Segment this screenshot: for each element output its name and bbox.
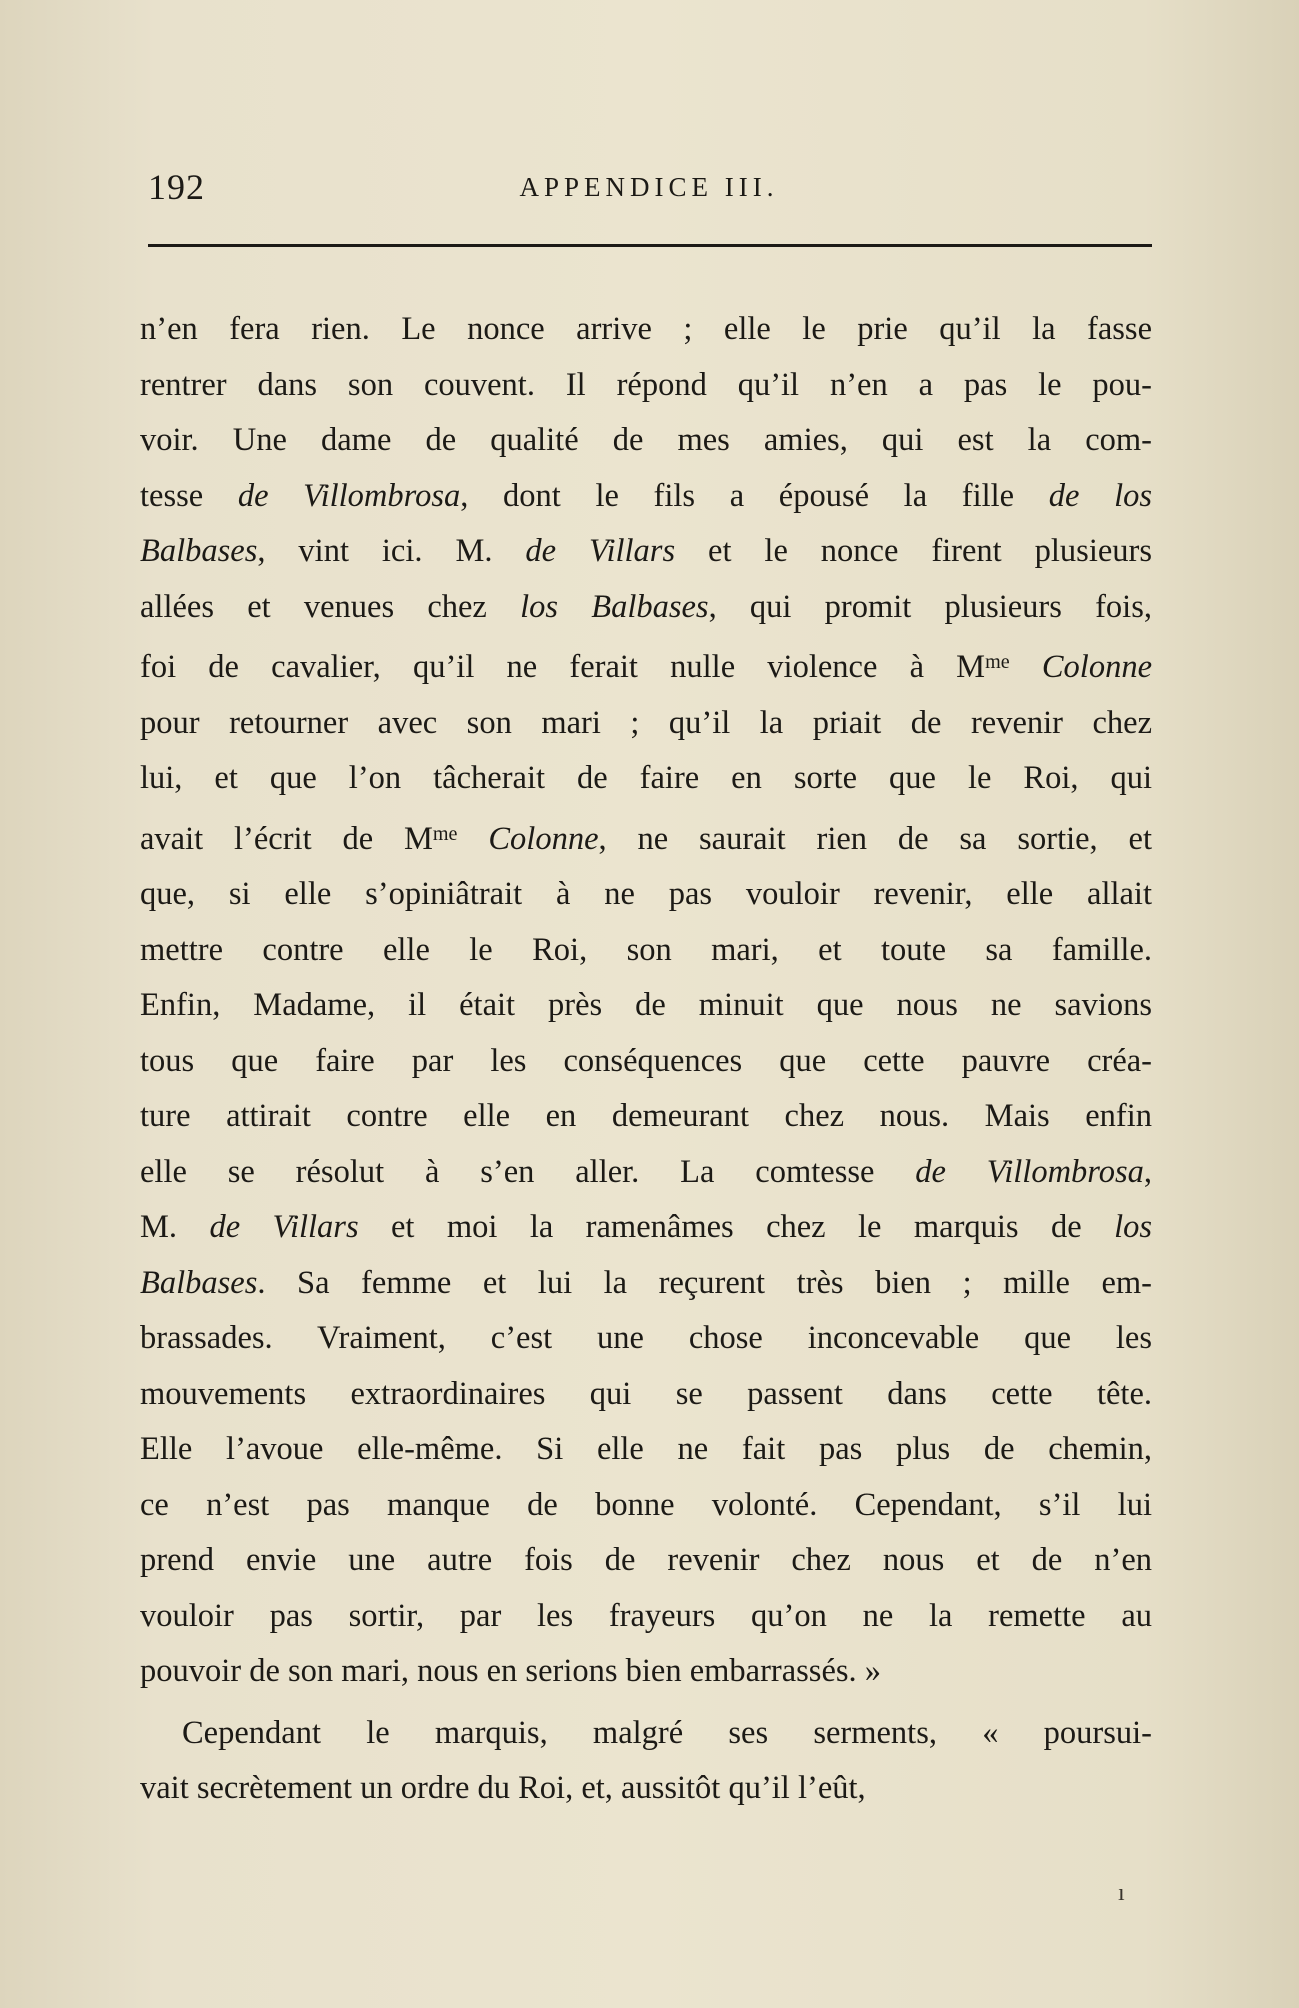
italic-name: de Villars — [209, 1209, 359, 1246]
text-line — [140, 1089, 1152, 1145]
text-line — [140, 1367, 1152, 1423]
page-number: 192 — [148, 167, 205, 207]
text-segment: Cependant le marquis, malgré ses serments, « poursui- — [182, 1714, 1152, 1751]
text-line — [140, 1533, 1152, 1589]
text-line — [140, 1200, 1152, 1256]
text-segment: rentrer dans son couvent. Il répond qu’il n’en a pas le pou- — [140, 366, 1152, 403]
text-line — [140, 358, 1152, 414]
text-segment: ce n’est pas manque de bonne volonté. Cependant, s’il lui — [140, 1486, 1152, 1523]
text-line — [140, 1478, 1152, 1534]
text-segment: ture attirait contre elle en demeurant chez nous. Mais enfin — [140, 1098, 1152, 1135]
text-line — [140, 1422, 1152, 1478]
stray-mark: ı — [1118, 1880, 1125, 1906]
text-line — [140, 1761, 1152, 1817]
text-segment: avait l’écrit de M — [140, 820, 433, 857]
superscript: me — [985, 651, 1010, 673]
text-line — [140, 807, 1152, 868]
text-line — [140, 1256, 1152, 1312]
italic-name: Balbases — [140, 533, 258, 569]
italic-name: de Villombrosa — [237, 477, 461, 514]
text-segment: et le nonce firent plusieurs — [675, 533, 1152, 569]
italic-name: Colonne — [1041, 649, 1153, 686]
text-segment: Elle l’avoue elle-même. Si elle ne fait pas plus de chemin, — [140, 1431, 1152, 1468]
text-line — [140, 580, 1152, 636]
text-line — [140, 302, 1152, 358]
text-segment: , qui promit plusieurs fois, — [708, 588, 1152, 625]
text-segment: . Sa femme et lui la reçurent très bien ; mille em- — [257, 1264, 1152, 1301]
text-segment: lui, et que l’on tâcherait de faire en sorte que le Roi, qui — [140, 760, 1152, 797]
text-segment: brassades. Vraiment, c’est une chose inconcevable que les — [140, 1320, 1152, 1357]
text-segment — [1010, 649, 1042, 685]
text-line — [140, 1706, 1152, 1762]
text-line — [140, 1589, 1152, 1645]
text-segment: , — [1143, 1153, 1153, 1190]
text-line — [140, 1034, 1152, 1090]
italic-name: Balbases — [140, 1264, 258, 1301]
text-segment: vouloir pas sortir, par les frayeurs qu’on ne la remette au — [140, 1597, 1152, 1634]
superscript: me — [432, 822, 458, 845]
text-segment: Enfin, Madame, il était près de minuit que nous ne savions — [140, 987, 1152, 1024]
italic-name: de Villars — [525, 533, 676, 569]
text-segment: pouvoir de son mari, nous en serions bien embarrassés. » — [140, 1653, 882, 1690]
text-segment: vait secrètement un ordre du Roi, et, aussitôt qu’il l’eût, — [140, 1770, 866, 1807]
text-segment: allées et venues chez — [140, 588, 521, 625]
running-head: APPENDICE III. — [519, 172, 779, 202]
text-line — [140, 635, 1152, 696]
text-segment: n’en fera rien. Le nonce arrive ; elle le prie qu’il la fasse — [140, 311, 1152, 347]
text-segment: prend envie une autre fois de revenir chez nous et de n’en — [140, 1542, 1152, 1579]
text-segment: foi de cavalier, qu’il ne ferait nulle violence à M — [140, 649, 986, 686]
text-line — [140, 413, 1152, 469]
text-segment: mouvements extraordinaires qui se passent dans cette tête. — [140, 1375, 1152, 1412]
text-line — [140, 751, 1152, 807]
text-segment: pour retourner avec son mari ; qu’il la priait de revenir chez — [140, 704, 1152, 741]
text-segment: mettre contre elle le Roi, son mari, et toute sa famille. — [140, 931, 1152, 968]
body-text — [140, 302, 1152, 1817]
italic-name: de los — [1048, 477, 1153, 514]
text-line — [140, 1145, 1152, 1201]
text-line — [140, 978, 1152, 1034]
italic-name: Colonne — [488, 820, 599, 857]
text-segment: M. — [140, 1209, 210, 1246]
text-segment: , ne saurait rien de sa sortie, et — [598, 820, 1152, 857]
italic-name: de Villombrosa — [915, 1153, 1144, 1190]
text-line — [140, 923, 1152, 979]
header-rule — [148, 244, 1152, 247]
text-line — [140, 1644, 1152, 1700]
text-segment: tesse — [140, 477, 238, 514]
text-segment: , dont le fils a épousé la fille — [460, 477, 1049, 514]
text-line — [140, 867, 1152, 923]
text-segment: que, si elle s’opiniâtrait à ne pas vouloir revenir, elle allait — [140, 876, 1152, 913]
text-line — [140, 1311, 1152, 1367]
text-line — [140, 696, 1152, 752]
text-segment — [458, 821, 489, 857]
italic-name: los Balbases — [520, 588, 709, 625]
text-segment: elle se résolut à s’en aller. La comtesse — [140, 1153, 916, 1190]
page-header — [148, 166, 1150, 216]
text-line — [140, 524, 1152, 580]
text-segment: , vint ici. M. — [257, 533, 526, 569]
text-line — [140, 469, 1152, 525]
text-segment: voir. Une dame de qualité de mes amies, qui est la com- — [140, 422, 1152, 458]
text-segment: et moi la ramenâmes chez le marquis de — [358, 1209, 1115, 1246]
italic-name: los — [1114, 1209, 1152, 1246]
text-segment: tous que faire par les conséquences que cette pauvre créa- — [140, 1042, 1152, 1079]
